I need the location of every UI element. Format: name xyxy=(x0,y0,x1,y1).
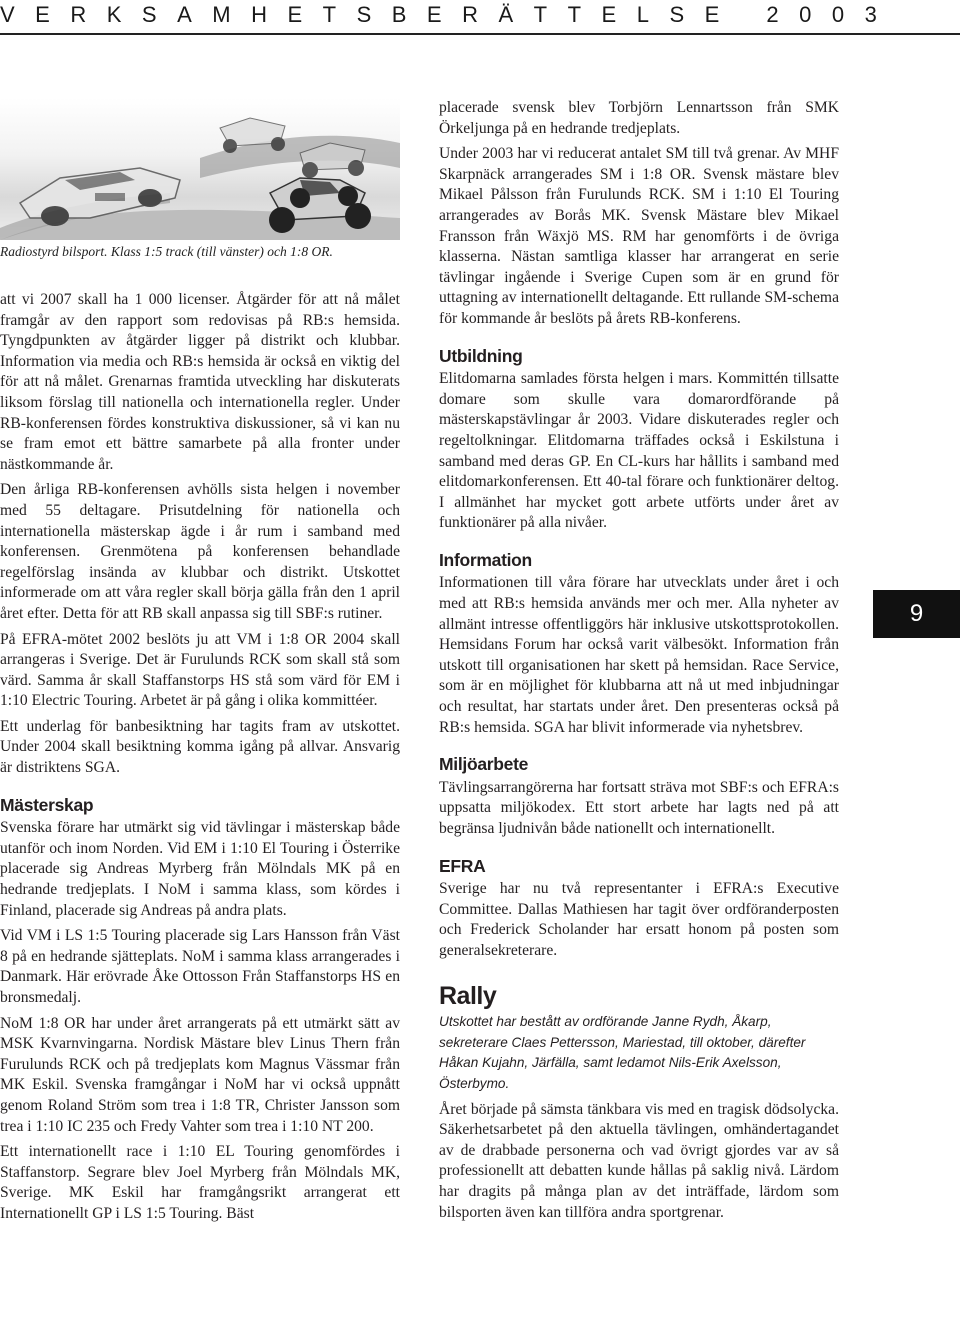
running-header-title: VERKSAMHETSBERÄTTELSE 2003 xyxy=(0,2,898,27)
body-paragraph: Tävlingsarrangörerna har fortsatt sträva mot SBF:s och EFRA:s uppsatta miljökodex. Ett stort arbete har lagts ned på att begränsa ljudnivån både nationellt och internationellt. xyxy=(439,778,839,837)
committee-intro: Utskottet har bestått av ordförande Janne Rydh, Åkarp, sekreterare Claes Pettersson, Mariestad, till oktober, därefter Håkan Kujahn, Järfälla, samt ledamot Nils-Erik Axelsson, Österbymo. xyxy=(439,1014,806,1091)
body-paragraph: NoM 1:8 OR har under året arrangerats på ett utmärkt sätt av MSK Kvarnvingarna. Nordisk Mästare blev Linus Thern från Furulunds RCK och på tredjeplats kom Magnus Vässmar från MK Eskil. Svenska framgångar i NoM har vi också uppnått genom Roland Ström som trea i 1:8 TR, Christer Jansson som trea i 1:10 IC 235 och Fredy Vahter som trea i 1:10 NT 200. xyxy=(0,1014,400,1135)
right-text-column xyxy=(439,98,839,1228)
body-paragraph: På EFRA-mötet 2002 beslöts ju att VM i 1:8 OR 2004 skall arrangeras i Sverige. Det är Furulunds RCK som skall stå som värd. Samma år skall Staffanstorps HS stå som värd för EM i 1:10 Electric Touring. Arbetet är på gång i olika kommittéer. xyxy=(0,630,400,710)
body-paragraph: Året började på sämsta tänkbara vis med en tragisk dödsolycka. Säkerhetsarbetet på den aktuella tävlingen, omhändertagandet av de drabbade personerna och vad övrigt gjordes var av så professionellt att debatten kunde hållas på saklig nivå. Lärdom har dragits på många plan av det inträffade, lärdom som bilsporten även kan tillföra andra sportgrenar. xyxy=(439,1100,839,1221)
body-paragraph: Svenska förare har utmärkt sig vid tävlingar i mästerskap både utanför och inom Norden. Vid EM i 1:10 El Touring i Österrike placerade sig Andreas Myrberg från Mölndals MK på en hedrande tredjeplats. I NoM i samma klass, som kördes i Finland, placerade sig Andreas på andra plats. xyxy=(0,819,400,919)
body-paragraph: Informationen till våra förare har utvecklats under året i och med att RB:s hemsida används mer och mer. Alla nyheter av allmänt intresse offentliggörs här inklusive utskottsprotokollen. Hemsidans Forum har också varit välbesökt. Information från utskott till organisationen har skett på hemsidan. Race Service, som är en möjlighet för klubbarna att nå ut med inbjudningar och resultat, har startats under året. Den presenteras också på RB:s hemsida. SGA har blivit informerade via nyhetsbrev. xyxy=(439,574,839,736)
section-heading-efra: EFRA xyxy=(439,855,486,876)
body-paragraph: Sverige har nu två representanter i EFRA:s Executive Committee. Dallas Mathiesen har tagit över ordföranderposten och Frederick Scholander har ersatt honom på posten som generalsekreterare. xyxy=(439,880,839,959)
section-heading-utbildning: Utbildning xyxy=(439,345,523,366)
body-paragraph: Ett internationellt race i 1:10 EL Touring genomfördes i Staffanstorp. Segrare blev Joel Myrberg från Mölndals MK, Sverige. MK Eskil har framgångsrikt arrangerat ett Internationellt GP i LS 1:5 Touring. Bäst xyxy=(0,1143,400,1222)
body-paragraph: placerade svensk blev Torbjörn Lennartsson från SMK Örkeljunga på en hedrande tredjeplats. xyxy=(439,99,839,137)
section-heading-miljoarbete: Miljöarbete xyxy=(439,754,529,775)
body-paragraph: Den årliga RB-konferensen avhölls sista helgen i november med 55 deltagare. Prisutdelning för nationella och internationella mästerskap ägde i år rum i samband med konferensen. Grenmötena på konferensen behandlade regelförslag insända av klubbar och distrikt. Utskottet informerade om att våra regler skall börja gälla från den 1 april året efter. Detta för att RB skall anpassa sig till SBF:s rutiner. xyxy=(0,481,400,622)
section-heading-rally: Rally xyxy=(439,981,497,1010)
rc-cars-photo xyxy=(0,98,400,240)
page-number-tab xyxy=(873,590,960,638)
photo-caption: Radiostyrd bilsport. Klass 1:5 track (till vänster) och 1:8 OR. xyxy=(0,244,333,259)
section-heading-masterskap: Mästerskap xyxy=(0,794,94,815)
left-text-column xyxy=(0,290,400,1230)
header-divider xyxy=(0,33,960,35)
section-heading-information: Information xyxy=(439,549,532,570)
body-paragraph: Vid VM i LS 1:5 Touring placerade sig Lars Hansson från Väst 8 på en hedrande sjätteplats. NoM i samma klass arrangerades i Danmark. Här erövrade Åke Ottosson Från Staffanstorps HS en bronsmedalj. xyxy=(0,927,400,1006)
page-number: 9 xyxy=(909,600,924,627)
body-paragraph: att vi 2007 skall ha 1 000 licenser. Åtgärder för att nå målet framgår av den rapport som redovisas på RB:s hemsida. Tyngdpunkten av åtgärder ligger på distrikt och klubbar. Information via media och RB:s hemsida är också en viktig del för att nå målet. Grenarnas framtida utveckling har diskuterats liksom förslag till nationella och internationella regler. Under RB-konferensen fördes konstruktiva diskussioner, så vi kan nu se fram emot ett bättre samarbete på alla fronter under nästkommande år. xyxy=(0,291,400,473)
body-paragraph: Under 2003 har vi reducerat antalet SM till två grenar. Av MHF Skarpnäck arrangerades SM i 1:8 OR. Svensk mästare blev Mikael Pålsson från Furulunds RCK. SM i 1:10 El Touring arrangerades av Borås MK. Svensk Mästare blev Mikael Fransson från Wäxjö MS. RM har genomförts i de övriga klasserna. Nästan samtliga klasser har arrangerat en serie tävlingar ingående i Sverige Cupen som är en grund för uttagning av internationellt deltagande. Ett rullande SM-schema för kommande år beslöts på årets RB-konferens. xyxy=(439,145,839,327)
body-paragraph: Elitdomarna samlades första helgen i mars. Kommittén tillsatte domare som skulle vara domarordförande på mästerskapstävlingar år 2003. Vidare diskuterades regler och regeltolkningar. Elitdomarna träffades också i Eskilstuna i samband med deras GP. En CL-kurs har hållits i samband med elitdomarkonferensen. Ett 40-tal förare och funktionärer deltog. I allmänhet har mycket gott arbete utförts under året av funktionärer på alla nivåer. xyxy=(439,370,839,532)
rc-cars-illustration xyxy=(0,98,400,240)
body-paragraph: Ett underlag för banbesiktning har tagits fram av utskottet. Under 2004 skall besiktning komma igång på allvar. Ansvarig är distriktens SGA. xyxy=(0,717,400,777)
